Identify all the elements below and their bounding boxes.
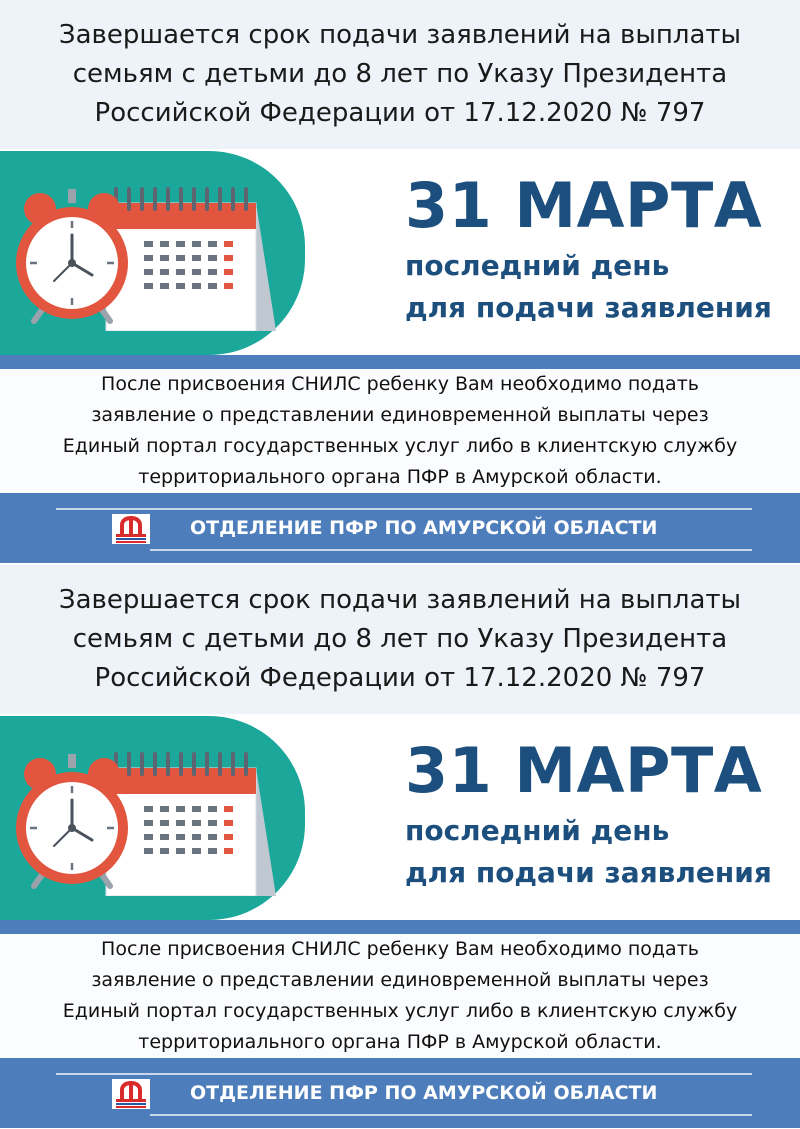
- flyer-1: [0, 0, 800, 564]
- flyer-2: [0, 565, 800, 1129]
- deadline-caption-line: для подачи заявления: [405, 291, 772, 324]
- footer-rule: [150, 549, 752, 551]
- pfr-logo-icon: [110, 512, 152, 546]
- headline-line: семьям с детьми до 8 лет по Указу Президента: [72, 624, 728, 654]
- pfr-logo-icon: [110, 1077, 152, 1111]
- footer-rule: [56, 508, 752, 510]
- info-line: После присвоения СНИЛС ребенку Вам необходимо подать: [101, 373, 699, 395]
- deadline-banner: [0, 716, 800, 920]
- headline-line: Российской Федерации от 17.12.2020 № 797: [94, 663, 706, 693]
- info-line: заявление о представлении единовременной выплаты через: [91, 404, 709, 426]
- alarm-clock-calendar-illustration: [14, 181, 284, 331]
- calendar-icon: [106, 187, 276, 331]
- deadline-date: 31 МАРТА: [405, 169, 763, 242]
- footer-bar: [0, 1058, 800, 1128]
- headline-line: Завершается срок подачи заявлений на выплаты: [58, 20, 742, 50]
- deadline-caption: [405, 245, 772, 329]
- headline-line: Завершается срок подачи заявлений на выплаты: [58, 585, 742, 615]
- deadline-caption-line: последний день: [405, 249, 670, 282]
- deadline-date: 31 МАРТА: [405, 734, 763, 807]
- divider-stripe: [0, 355, 800, 369]
- footer-rule: [150, 1114, 752, 1116]
- info-line: заявление о представлении единовременной выплаты через: [91, 969, 709, 991]
- footer-bar: [0, 493, 800, 563]
- alarm-clock-icon: [16, 754, 128, 886]
- footer-label: ОТДЕЛЕНИЕ ПФР ПО АМУРСКОЙ ОБЛАСТИ: [190, 1082, 658, 1104]
- deadline-caption: [405, 810, 772, 894]
- headline-line: Российской Федерации от 17.12.2020 № 797: [94, 98, 706, 128]
- info-line: территориального органа ПФР в Амурской области.: [138, 466, 662, 488]
- headline: [0, 565, 800, 714]
- calendar-icon: [106, 752, 276, 896]
- info-line: Единый портал государственных услуг либо в клиентскую службу: [62, 1000, 738, 1022]
- headline: [0, 0, 800, 149]
- footer-label: ОТДЕЛЕНИЕ ПФР ПО АМУРСКОЙ ОБЛАСТИ: [190, 517, 658, 539]
- headline-line: семьям с детьми до 8 лет по Указу Президента: [72, 59, 728, 89]
- alarm-clock-calendar-illustration: [14, 746, 284, 896]
- footer-rule: [56, 1073, 752, 1075]
- divider-stripe: [0, 920, 800, 934]
- deadline-banner: [0, 151, 800, 355]
- deadline-caption-line: последний день: [405, 814, 670, 847]
- info-text: [0, 369, 800, 493]
- info-line: Единый портал государственных услуг либо в клиентскую службу: [62, 435, 738, 457]
- info-text: [0, 934, 800, 1058]
- deadline-caption-line: для подачи заявления: [405, 856, 772, 889]
- info-line: После присвоения СНИЛС ребенку Вам необходимо подать: [101, 938, 699, 960]
- info-line: территориального органа ПФР в Амурской области.: [138, 1031, 662, 1053]
- alarm-clock-icon: [16, 189, 128, 321]
